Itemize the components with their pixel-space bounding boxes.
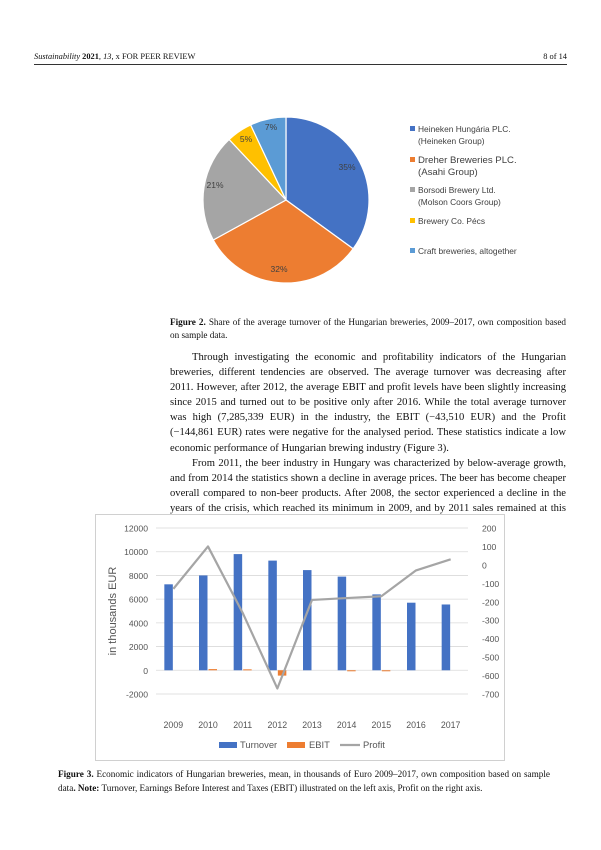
ebit-bar (382, 670, 391, 671)
pie-slice-label: 5% (239, 134, 253, 144)
turnover-bar (407, 603, 416, 671)
right-axis-tick: -400 (482, 634, 500, 645)
ebit-bar (243, 669, 252, 670)
left-axis-tick: 2000 (128, 642, 148, 653)
right-axis-tick: -300 (482, 615, 500, 626)
turnover-bar (234, 554, 243, 670)
right-axis-tick: -100 (482, 578, 500, 589)
legend-label: (Heineken Group) (418, 136, 485, 146)
turnover-bar (442, 604, 451, 670)
legend-label: Dreher Breweries PLC. (418, 155, 517, 166)
x-axis-tick: 2015 (371, 720, 392, 730)
left-axis-tick: 10000 (124, 547, 148, 558)
x-axis-tick: 2014 (336, 720, 357, 730)
legend-label: EBIT (309, 739, 330, 750)
x-axis-tick: 2013 (302, 720, 322, 730)
x-axis-tick: 2011 (233, 720, 253, 730)
figure3-caption: Figure 3. Economic indicators of Hungarian breweries, mean, in thousands of Euro 2009–2017, own composition based on sample data. Note: Turnover, Earnings Before Interest and Taxes (EBIT) illustrated on the left axis, Profit on the right axis. (58, 769, 550, 793)
right-axis-tick: 100 (482, 541, 497, 552)
pie-slice-label: 7% (264, 122, 278, 132)
page-number: 8 of 14 (543, 52, 567, 61)
x-axis-tick: 2016 (406, 720, 426, 730)
legend-label: (Molson Coors Group) (418, 197, 501, 207)
right-axis-tick: -200 (482, 597, 500, 608)
legend-marker-ebit (287, 742, 305, 748)
legend-label: Profit (363, 739, 385, 750)
legend-label: Borsodi Brewery Ltd. (418, 185, 496, 195)
turnover-bar (199, 575, 208, 670)
pie-slice-label: 35% (338, 162, 356, 172)
x-axis-tick: 2017 (440, 720, 461, 730)
turnover-bar (268, 561, 277, 671)
legend-label: Craft breweries, altogether (418, 246, 517, 256)
legend-label: Heineken Hungária PLC. (418, 124, 511, 134)
figure2-caption: Figure 2. Share of the average turnover of the Hungarian breweries, 2009–2017, own composition based on sample data. (170, 317, 567, 340)
left-axis-tick: 4000 (128, 618, 148, 629)
left-axis-tick: 8000 (128, 570, 148, 581)
x-axis-tick: 2012 (267, 720, 288, 730)
pie-slice-label: 32% (270, 264, 288, 274)
left-axis-tick: 6000 (128, 594, 148, 605)
right-axis-tick: 0 (482, 560, 487, 571)
y-axis-title: in thousands EUR (107, 566, 119, 656)
turnover-bar (372, 594, 381, 670)
paragraph: Through investigating the economic and profitability indicators of the Hungarian breweries, different tendencies are observed. The average turnover was decreasing after 2011. However, after 2012, the average EBIT and profit levels have been slightly increasing since 2015 and turned out to be positive only after 2016. While the total average turnover was high (7,285,339 EUR) in the industry, the EBIT (−43,510 EUR) and the Profit (−144,861 EUR) rates were negative for the analysed period. These statistics indicate a low economic performance of Hungarian brewing industry (Figure 3). (170, 352, 566, 454)
right-axis-tick: 200 (482, 523, 497, 534)
pie-slice-label: 21% (206, 180, 224, 190)
legend-marker-turnover (219, 742, 237, 748)
journal-citation: Sustainability 2021, 13, x FOR PEER REVIEW (34, 52, 196, 61)
left-axis-tick: 0 (143, 665, 148, 676)
right-axis-tick: -700 (482, 689, 500, 700)
ebit-bar (347, 670, 356, 671)
turnover-bar (164, 584, 173, 670)
x-axis-tick: 2010 (198, 720, 218, 730)
legend-label: (Asahi Group) (418, 167, 478, 178)
paragraph: From 2011, the beer industry in Hungary was characterized by below-average growth, and from 2014 the statistics shown a decline in average prices. The beer has become cheaper overall compared to non-beer products. After 2008, the sector experienced a decline in the years of the crisis, which reached its minimum in 2009, and by 2011 sales remained at this (170, 457, 566, 514)
right-axis-tick: -500 (482, 652, 500, 663)
turnover-bar (338, 577, 347, 671)
left-axis-tick: 12000 (124, 523, 148, 534)
ebit-bar (209, 669, 218, 670)
legend-label: Brewery Co. Pécs (418, 216, 486, 226)
x-axis-tick: 2009 (163, 720, 184, 730)
legend-label: Turnover (240, 739, 278, 750)
left-axis-tick: -2000 (126, 689, 148, 700)
right-axis-tick: -600 (482, 671, 500, 682)
